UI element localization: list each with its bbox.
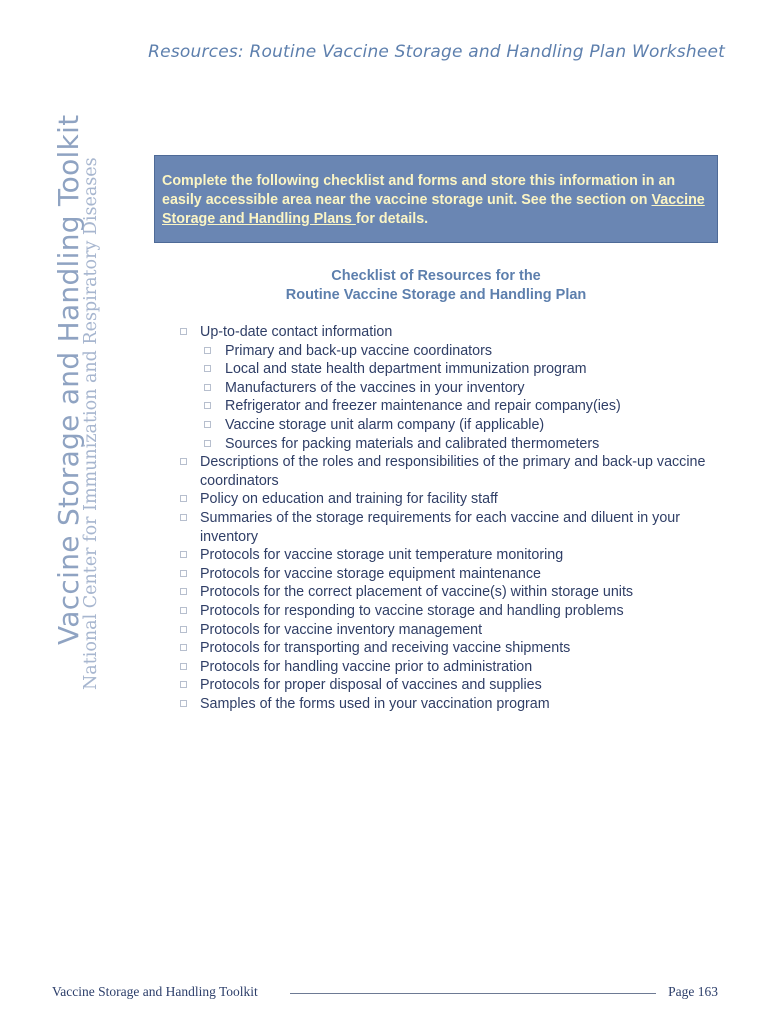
checklist-item-label: Primary and back-up vaccine coordinators bbox=[225, 342, 492, 359]
checkbox-icon[interactable] bbox=[180, 570, 187, 577]
checklist-item-label: Policy on education and training for facility staff bbox=[200, 491, 498, 508]
checklist-item-inventory-management bbox=[178, 621, 718, 640]
callout-text: Complete the following checklist and forms and store this information in an easily accessible area near the vaccine storage unit. See the section on bbox=[162, 173, 676, 208]
checklist-subitem-repair-company bbox=[178, 397, 718, 416]
checkbox-icon[interactable] bbox=[180, 681, 187, 688]
checkbox-icon[interactable] bbox=[204, 421, 211, 428]
checklist-item-label: Refrigerator and freezer maintenance and repair company(ies) bbox=[225, 398, 621, 415]
checkbox-icon[interactable] bbox=[204, 440, 211, 447]
checklist-item-label: Protocols for transporting and receiving vaccine shipments bbox=[200, 640, 571, 657]
checklist-item-label: Local and state health department immunization program bbox=[225, 361, 587, 378]
checklist-item-label: Samples of the forms used in your vaccination program bbox=[200, 695, 550, 712]
checklist-item-temperature-monitoring bbox=[178, 546, 718, 565]
checkbox-icon[interactable] bbox=[180, 458, 187, 465]
checklist-item-handling-prior bbox=[178, 658, 718, 677]
checklist-item-storage-requirements bbox=[178, 509, 718, 546]
checkbox-icon[interactable] bbox=[180, 607, 187, 614]
footer-page-number: Page 163 bbox=[668, 984, 718, 999]
checklist-subitem-alarm-company bbox=[178, 416, 718, 435]
checklist-item-label: Sources for packing materials and calibrated thermometers bbox=[225, 435, 600, 452]
checklist-item-label: Protocols for vaccine storage unit temperature monitoring bbox=[200, 547, 564, 564]
callout-text-end: for details. bbox=[355, 211, 429, 227]
checklist-item-disposal bbox=[178, 676, 718, 695]
checkbox-icon[interactable] bbox=[204, 402, 211, 409]
checklist-item-label: Vaccine storage unit alarm company (if applicable) bbox=[225, 416, 545, 433]
footer-document-title: Vaccine Storage and Handling Toolkit bbox=[52, 984, 258, 999]
checklist-item-label: Up-to-date contact information bbox=[200, 324, 393, 340]
sidebar-toolkit-title: Vaccine Storage and Handling Toolkit bbox=[52, 114, 85, 645]
checklist-item-label: Summaries of the storage requirements for each vaccine and diluent in your inventory bbox=[200, 509, 680, 545]
checklist-item-label: Protocols for vaccine inventory management bbox=[200, 621, 483, 638]
checklist-item-label: Manufacturers of the vaccines in your inventory bbox=[225, 379, 525, 396]
checklist-subitem-manufacturers bbox=[178, 379, 718, 398]
checklist-item-shipments bbox=[178, 639, 718, 658]
checkbox-icon[interactable] bbox=[180, 663, 187, 670]
storage-plans-link[interactable]: Vaccine Storage and Handling Plans bbox=[162, 192, 705, 227]
checklist-item-label: Protocols for handling vaccine prior to administration bbox=[200, 658, 533, 675]
checkbox-icon[interactable] bbox=[180, 495, 187, 502]
checklist-subitem-health-department bbox=[178, 360, 718, 379]
checklist-heading bbox=[154, 267, 718, 305]
resources-checklist bbox=[178, 323, 718, 713]
checklist-item-form-samples bbox=[178, 695, 718, 714]
sidebar-center-name: National Center for Immunization and Respiratory Diseases bbox=[81, 157, 101, 690]
checklist-subitem-coordinators bbox=[178, 342, 718, 361]
checklist-item-label: Protocols for the correct placement of vaccine(s) within storage units bbox=[200, 584, 634, 601]
checklist-item-contact-info bbox=[178, 323, 718, 342]
checklist-heading-line2: Routine Vaccine Storage and Handling Plan bbox=[285, 287, 587, 303]
checkbox-icon[interactable] bbox=[204, 384, 211, 391]
checklist-item-vaccine-placement bbox=[178, 583, 718, 602]
checklist-item-label: Protocols for responding to vaccine storage and handling problems bbox=[200, 602, 624, 619]
page-header-title: Resources: Routine Vaccine Storage and Handling Plan Worksheet bbox=[148, 42, 725, 62]
checkbox-icon[interactable] bbox=[204, 365, 211, 372]
instructions-callout bbox=[154, 155, 718, 243]
checklist-item-label: Protocols for vaccine storage equipment maintenance bbox=[200, 565, 541, 582]
checklist-item-training-policy bbox=[178, 490, 718, 509]
checkbox-icon[interactable] bbox=[180, 700, 187, 707]
checklist-subitem-packing-sources bbox=[178, 435, 718, 454]
checklist-item-equipment-maintenance bbox=[178, 565, 718, 584]
checklist-item-label: Descriptions of the roles and responsibilities of the primary and back-up vaccine coordinators bbox=[200, 454, 706, 489]
checkbox-icon[interactable] bbox=[180, 328, 187, 335]
checklist-item-responding-problems bbox=[178, 602, 718, 621]
checklist-heading-line1: Checklist of Resources for the bbox=[331, 268, 541, 284]
checkbox-icon[interactable] bbox=[204, 347, 211, 354]
checkbox-icon[interactable] bbox=[180, 588, 187, 595]
checkbox-icon[interactable] bbox=[180, 644, 187, 651]
checklist-item-label: Protocols for proper disposal of vaccines and supplies bbox=[200, 677, 542, 694]
checkbox-icon[interactable] bbox=[180, 551, 187, 558]
checkbox-icon[interactable] bbox=[180, 626, 187, 633]
checklist-item-roles bbox=[178, 453, 718, 490]
footer-divider bbox=[290, 993, 656, 994]
checkbox-icon[interactable] bbox=[180, 514, 187, 521]
